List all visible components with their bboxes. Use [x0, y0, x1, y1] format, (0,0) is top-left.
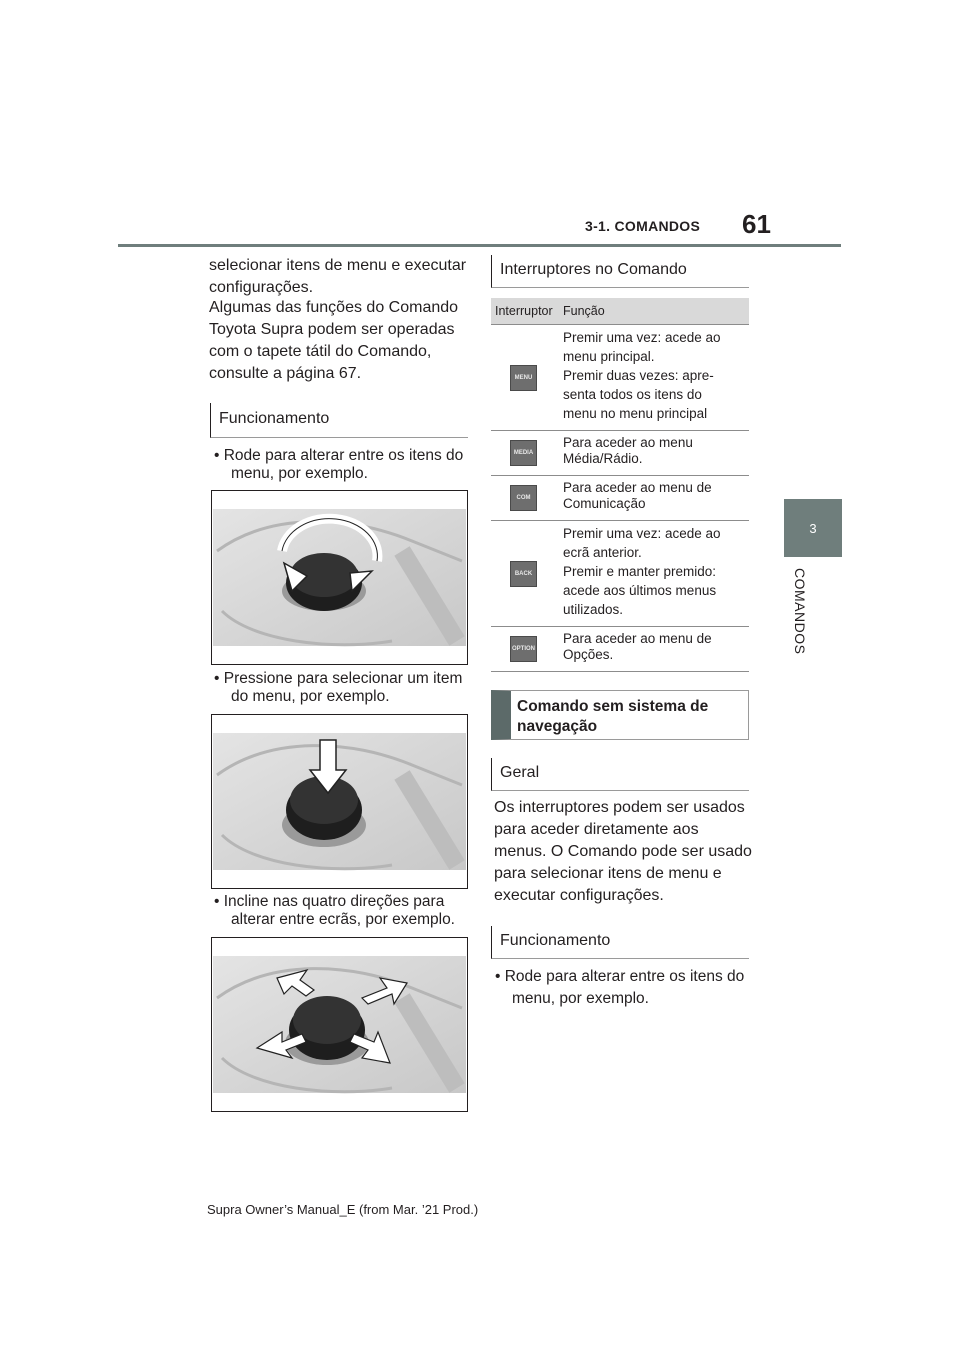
menu-key-icon: MENU — [510, 365, 537, 391]
function-line: Média/Rádio. — [563, 451, 643, 466]
function-line: Opções. — [563, 647, 614, 662]
function-line: senta todos os itens do — [563, 387, 702, 402]
section-title: 3-1. COMANDOS — [585, 218, 701, 234]
function-line: ecrã anterior. — [563, 545, 642, 560]
table-row — [491, 325, 749, 431]
function-text — [563, 524, 721, 619]
function-line: Premir uma vez: acede ao — [563, 330, 721, 345]
function-text — [563, 435, 693, 467]
back-key-icon: BACK — [510, 561, 537, 587]
chapter-tab — [784, 499, 842, 557]
function-text — [563, 480, 712, 512]
page-number: 61 — [742, 209, 771, 239]
intro-paragraph-1: selecionar itens de menu e executar configurações. — [209, 257, 467, 296]
function-text — [563, 328, 721, 423]
chapter-label: COMANDOS — [792, 568, 808, 655]
footer-text: Supra Owner’s Manual_E (from Mar. ’21 Prod.) — [207, 1202, 479, 1217]
table-row — [491, 627, 749, 672]
option-key-icon: OPTION — [510, 636, 537, 662]
bullet-press: • Pressione para selecionar um item do menu, por exemplo. — [214, 670, 463, 705]
function-text — [563, 631, 712, 663]
column-header-funcao: Função — [563, 304, 605, 318]
bullet-tilt: • Incline nas quatro direções para alterar entre ecrãs, por exemplo. — [214, 893, 455, 928]
table-row — [491, 521, 749, 627]
geral-paragraph: Os interruptores podem ser usados para aceder diretamente aos menus. O Comando pode ser usado para selecionar itens de menu e executar configurações. — [494, 799, 752, 904]
heading-text: Geral — [500, 764, 540, 781]
function-line: menu principal. — [563, 349, 655, 364]
function-line: Premir uma vez: acede ao — [563, 526, 721, 541]
heading-text: Funcionamento — [219, 410, 330, 427]
function-line: menu no menu principal — [563, 406, 708, 421]
figure-press-controller — [211, 714, 468, 889]
heading-interruptores — [491, 255, 749, 288]
heading-text: Interruptores no Comando — [500, 261, 687, 278]
table-row — [491, 431, 749, 476]
heading-text: Comando sem sistema de navegação — [517, 698, 709, 735]
bullet-rotate-right: • Rode para alterar entre os itens do menu, por exemplo. — [495, 968, 745, 1007]
table-row — [491, 476, 749, 521]
bullet-rotate: • Rode para alterar entre os itens do menu, por exemplo. — [214, 447, 464, 482]
figure-rotate-controller — [211, 490, 468, 665]
function-line: Comunicação — [563, 496, 646, 511]
heading-comando-sem-navegacao — [491, 690, 749, 740]
header-rule — [118, 244, 841, 247]
function-line: Para aceder ao menu de — [563, 480, 712, 495]
function-line: acede aos últimos menus — [563, 583, 717, 598]
function-line: Premir duas vezes: apre- — [563, 368, 714, 383]
media-key-icon: MEDIA — [510, 440, 537, 466]
column-header-interruptor: Interruptor — [495, 304, 553, 318]
function-line: Para aceder ao menu — [563, 435, 693, 450]
function-line: utilizados. — [563, 602, 624, 617]
heading-funcionamento-left — [210, 403, 468, 438]
function-line: Premir e manter premido: — [563, 564, 717, 579]
com-key-icon: COM — [510, 485, 537, 511]
function-line: Para aceder ao menu de — [563, 631, 712, 646]
heading-text: Funcionamento — [500, 932, 611, 949]
intro-paragraph-2: Algumas das funções do Comando Toyota Supra podem ser operadas com o tapete tátil do Comando, consulte a página 67. — [209, 299, 459, 382]
heading-geral — [491, 758, 749, 791]
figure-tilt-controller — [211, 937, 468, 1112]
table-header — [491, 298, 749, 325]
chapter-number: 3 — [809, 520, 817, 536]
heading-funcionamento-right — [491, 926, 749, 959]
